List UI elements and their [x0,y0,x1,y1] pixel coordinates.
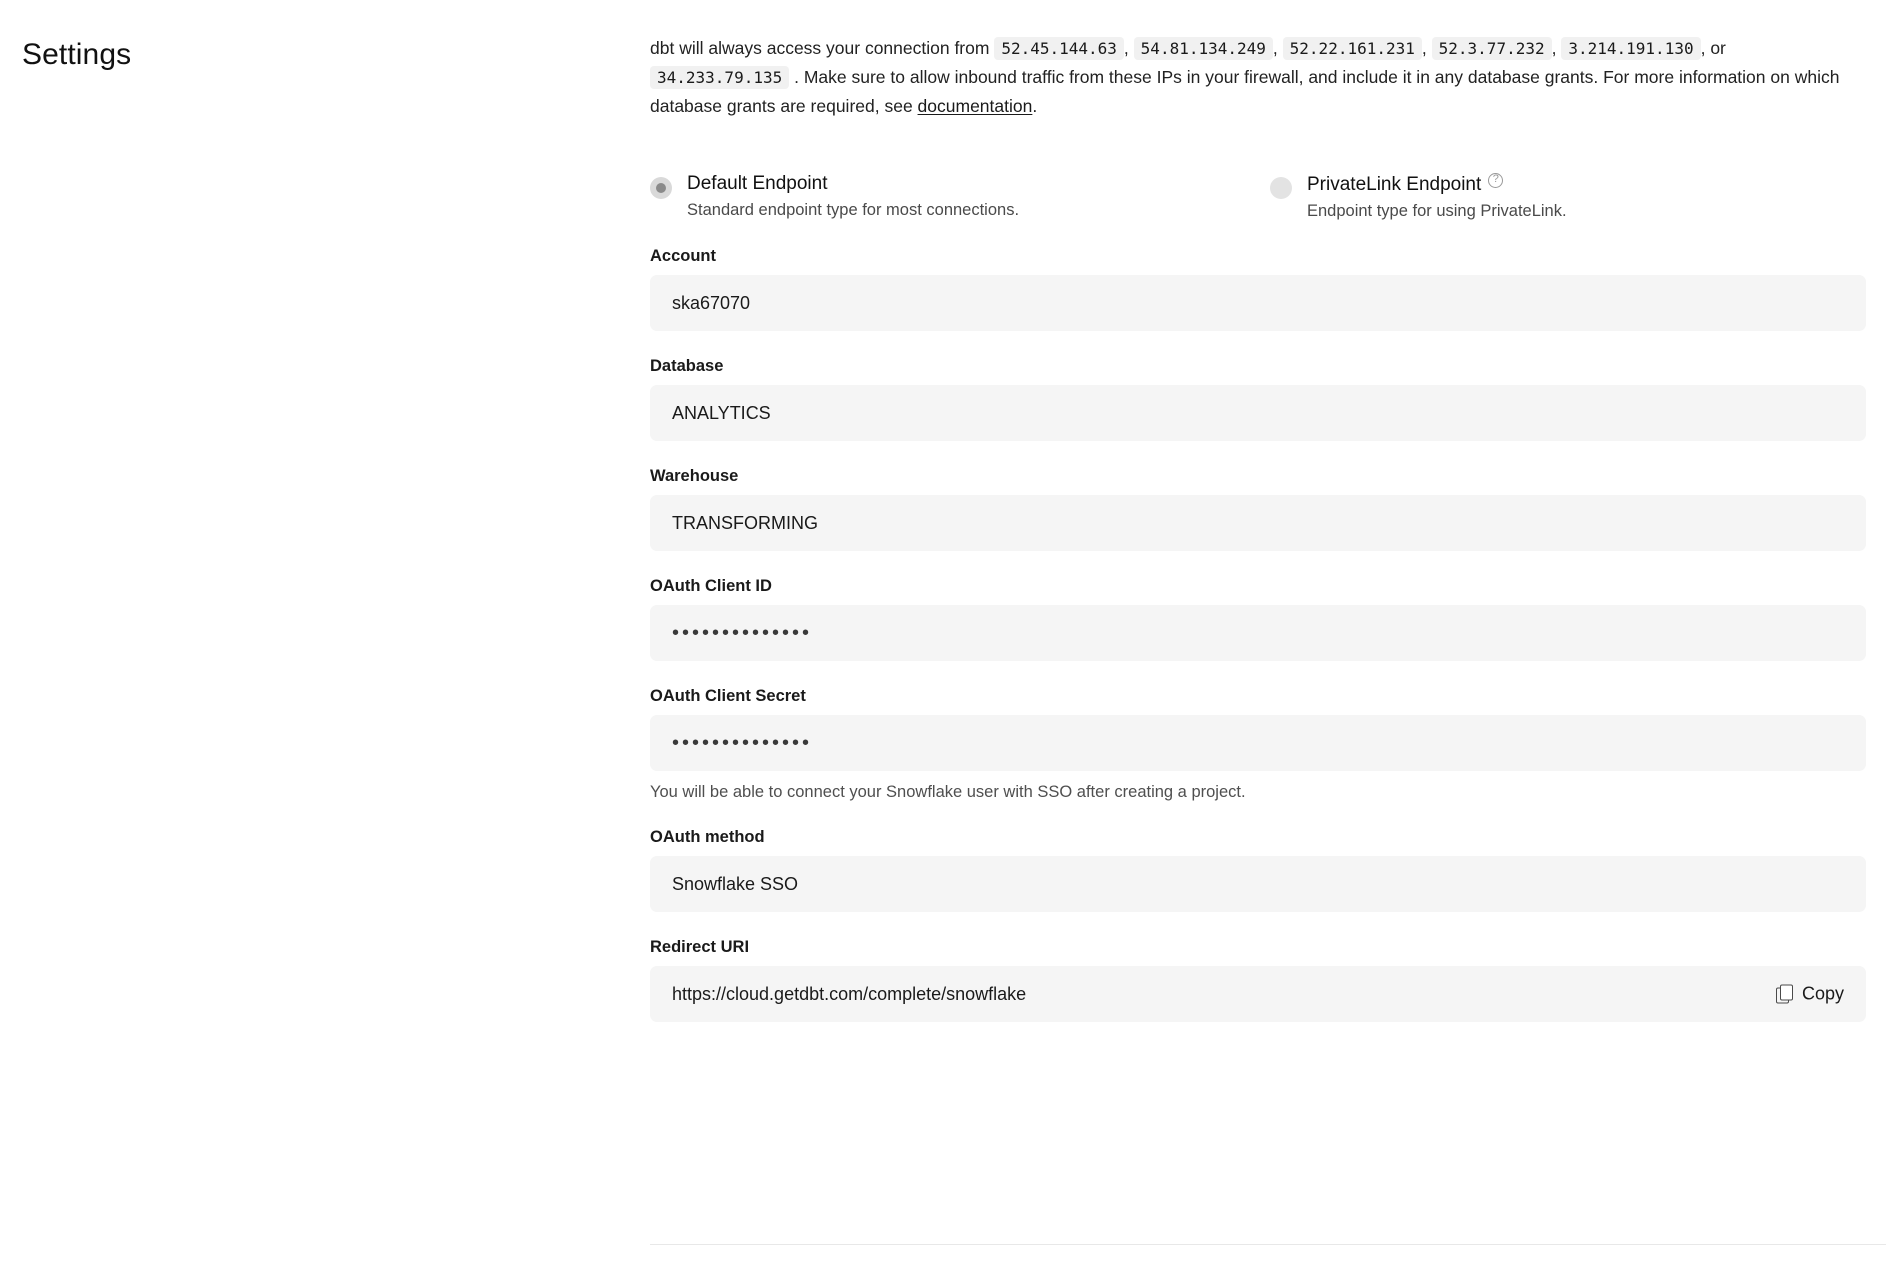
sso-hint: You will be able to connect your Snowflake user with SSO after creating a project. [650,783,1246,801]
radio-default-endpoint[interactable] [650,173,1270,221]
connection-settings-content [650,34,1866,1022]
ip-address-chip: 3.214.191.130 [1561,37,1700,60]
intro-middle: . Make sure to allow inbound traffic from these IPs in your firewall, and include it in any database grants. For more information on which database grants are required, see [650,67,1840,116]
radio-selected-icon[interactable] [650,177,672,199]
ip-address-chip: 52.3.77.232 [1432,37,1552,60]
radio-unselected-icon[interactable] [1270,177,1292,199]
radio-privatelink-endpoint[interactable] [1270,173,1567,221]
intro-prefix: dbt will always access your connection from [650,38,990,58]
oauth-method-label: OAuth method [650,828,765,846]
account-input[interactable] [650,275,1866,331]
redirect-uri-value: https://cloud.getdbt.com/complete/snowflake [672,983,1027,1004]
oauth-client-id-label: OAuth Client ID [650,577,772,595]
bottom-divider [650,1244,1886,1245]
ip-address-chip: 54.81.134.249 [1134,37,1273,60]
redirect-uri-label: Redirect URI [650,938,750,956]
radio-default-endpoint-label: Default Endpoint [687,173,828,194]
radio-privatelink-endpoint-label: PrivateLink Endpoint [1307,174,1482,195]
intro-comma-2: , [1272,38,1278,58]
radio-privatelink-endpoint-sub: Endpoint type for using PrivateLink. [1307,202,1567,220]
copy-button[interactable] [1776,984,1844,1005]
oauth-method-select[interactable] [650,856,1866,912]
redirect-uri-input[interactable] [650,966,1866,1022]
help-icon[interactable] [1488,173,1503,188]
intro-comma-1: , [1123,38,1129,58]
oauth-client-secret-value: •••••••••••••• [672,731,813,754]
copy-icon [1776,985,1793,1004]
page-title: Settings [22,38,132,71]
ip-address-chip: 34.233.79.135 [650,66,789,89]
intro-period: . [1032,96,1038,116]
database-label: Database [650,357,724,375]
ip-address-chip: 52.45.144.63 [994,37,1124,60]
account-value: ska67070 [672,292,751,313]
endpoint-type-radio-group [650,173,1866,221]
documentation-link[interactable]: documentation [917,96,1033,116]
intro-or: , or [1700,38,1726,58]
oauth-method-value: Snowflake SSO [672,873,799,894]
account-label: Account [650,247,716,265]
intro-comma-3: , [1421,38,1427,58]
ip-address-chip: 52.22.161.231 [1283,37,1422,60]
radio-default-endpoint-sub: Standard endpoint type for most connections. [687,201,1020,219]
ip-allowlist-note [650,34,1860,121]
oauth-client-id-input[interactable] [650,605,1866,661]
oauth-client-secret-input[interactable] [650,715,1866,771]
warehouse-value: TRANSFORMING [672,512,818,533]
intro-comma-4: , [1551,38,1557,58]
oauth-client-secret-label: OAuth Client Secret [650,687,806,705]
database-value: ANALYTICS [672,402,771,423]
warehouse-input[interactable] [650,495,1866,551]
warehouse-label: Warehouse [650,467,739,485]
database-input[interactable] [650,385,1866,441]
oauth-client-id-value: •••••••••••••• [672,621,813,644]
copy-button-label: Copy [1801,983,1844,1004]
